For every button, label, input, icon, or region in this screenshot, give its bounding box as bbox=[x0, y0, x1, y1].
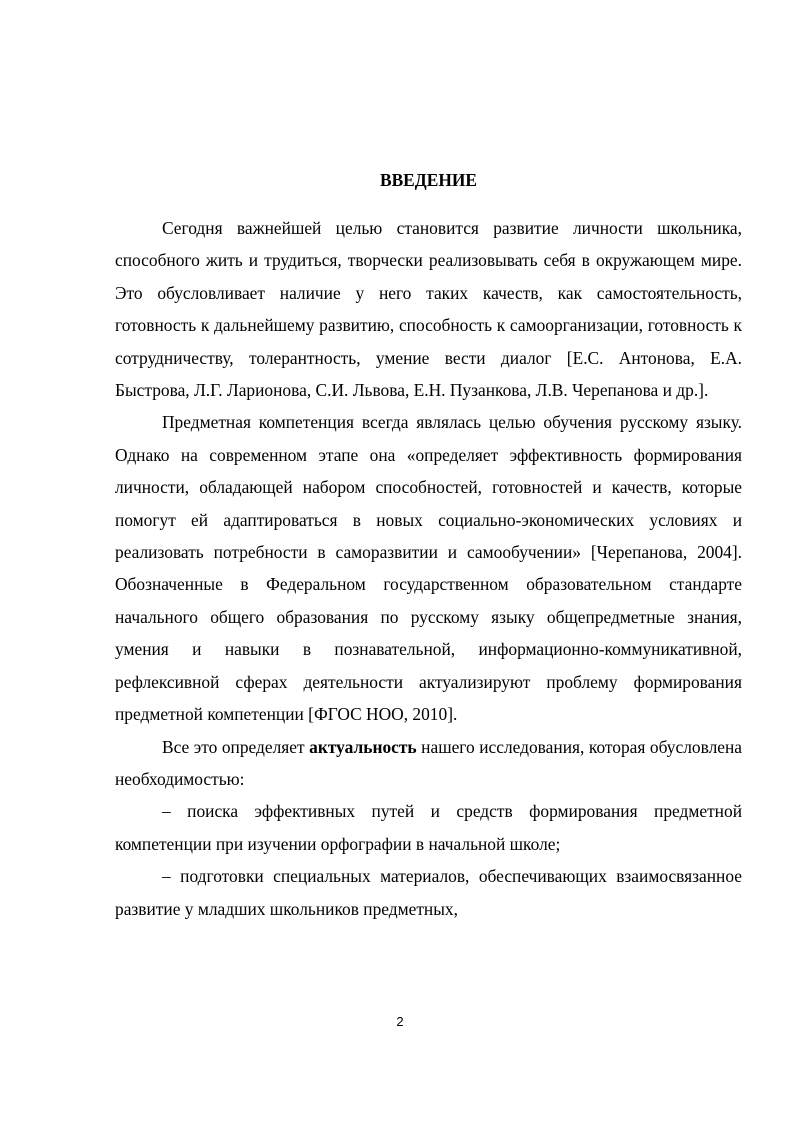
page-content bbox=[115, 165, 742, 925]
page-number: 2 bbox=[396, 1014, 404, 1029]
paragraph-relevance bbox=[115, 731, 742, 796]
paragraph-intro: Сегодня важнейшей целью становится развитие личности школьника, способного жить и трудиться, творчески реализовывать себя в окружающем мире. Это обусловливает наличие у него таких качеств, как самостоятельность, готовность к дальнейшему развитию, способность к самоорганизации, готовность к сотрудничеству, толерантность, умение вести диалог [Е.С. Антонова, Е.А. Быстрова, Л.Г. Ларионова, С.И. Львова, Е.Н. Пузанкова, Л.В. Черепанова и др.]. bbox=[115, 218, 742, 401]
relevance-keyword: актуальность bbox=[309, 736, 417, 757]
list-item-2: – подготовки специальных материалов, обеспечивающих взаимосвязанное развитие у младших школьников предметных, bbox=[115, 866, 742, 919]
title-spacer bbox=[115, 195, 742, 212]
relevance-text-before: Все это определяет bbox=[162, 736, 310, 757]
list-item-1: – поиска эффективных путей и средств формирования предметной компетенции при изучении орфографии в начальной школе; bbox=[115, 801, 742, 854]
section-title: ВВЕДЕНИЕ bbox=[379, 170, 477, 190]
relevance-text-after: нашего исследования, которая обусловлена необходимостью: bbox=[115, 736, 743, 789]
paragraph-competence: Предметная компетенция всегда являлась целью обучения русскому языку. Однако на современном этапе она «определяет эффективность формирования личности, обладающей набором способностей, готовностей и качеств, которые помогут ей адаптироваться в новых социально-экономических условиях и реализовать потребности в саморазвитии и самообучении» [Черепанова, 2004]. Обозначенные в Федеральном государственном образовательном стандарте начального общего образования по русскому языку общепредметные знания, умения и навыки в познавательной, информационно-коммуникативной, рефлексивной сферах деятельности актуализируют проблему формирования предметной компетенции [ФГОС НОО, 2010]. bbox=[115, 412, 742, 725]
